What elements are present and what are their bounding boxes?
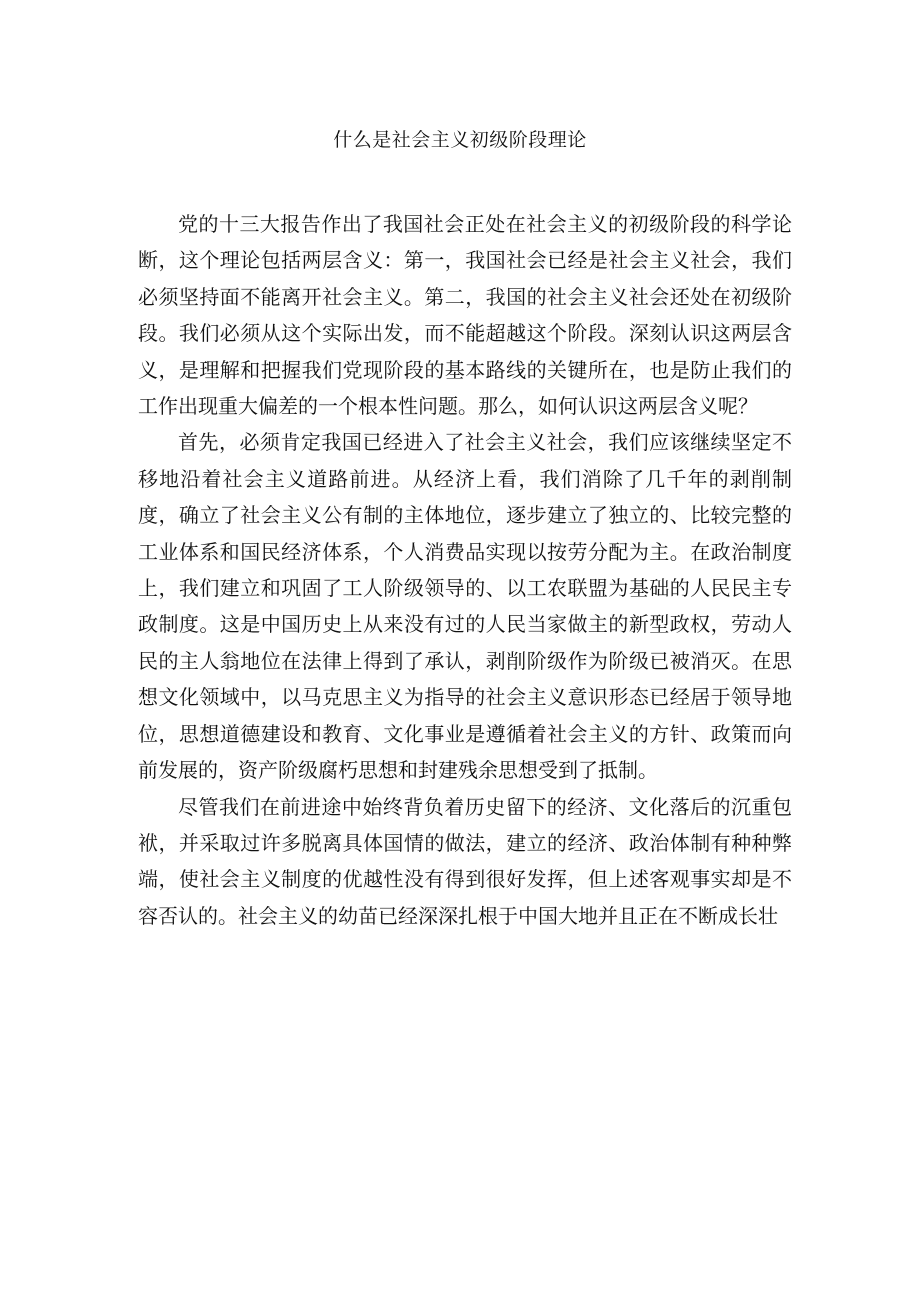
document-title: 什么是社会主义初级阶段理论 [333, 129, 587, 151]
document-body [138, 206, 792, 934]
paragraph-3: 尽管我们在前进途中始终背负着历史留下的经济、文化落后的沉重包袱，并采取过许多脱离具体国情的做法，建立的经济、政治体制有种种弊端，使社会主义制度的优越性没有得到很好发挥，但上述客观事实却是不容否认的。社会主义的幼苗已经深深扎根于中国大地并且正在不断成长壮 [138, 794, 792, 928]
paragraph-1: 党的十三大报告作出了我国社会正处在社会主义的初级阶段的科学论断，这个理论包括两层含义：第一，我国社会已经是社会主义社会，我们必须坚持面不能离开社会主义。第二，我国的社会主义社会还处在初级阶段。我们必须从这个实际出发，而不能超越这个阶段。深刻认识这两层含义，是理解和把握我们党现阶段的基本路线的关键所在，也是防止我们的工作出现重大偏差的一个根本性问题。那么，如何认识这两层含义呢？ [138, 212, 792, 419]
paragraph-2: 首先，必须肯定我国已经进入了社会主义社会，我们应该继续坚定不移地沿着社会主义道路前进。从经济上看，我们消除了几千年的剥削制度，确立了社会主义公有制的主体地位，逐步建立了独立的、比较完整的工业体系和国民经济体系，个人消费品实现以按劳分配为主。在政治制度上，我们建立和巩固了工人阶级领导的、以工农联盟为基础的人民民主专政制度。这是中国历史上从来没有过的人民当家做主的新型政权，劳动人民的主人翁地位在法律上得到了承认，剥削阶级作为阶级已被消灭。在思想文化领域中，以马克思主义为指导的社会主义意识形态已经居于领导地位，思想道德建设和教育、文化事业是遵循着社会主义的方针、政策而向前发展的，资产阶级腐朽思想和封建残余思想受到了抵制。 [138, 430, 792, 783]
